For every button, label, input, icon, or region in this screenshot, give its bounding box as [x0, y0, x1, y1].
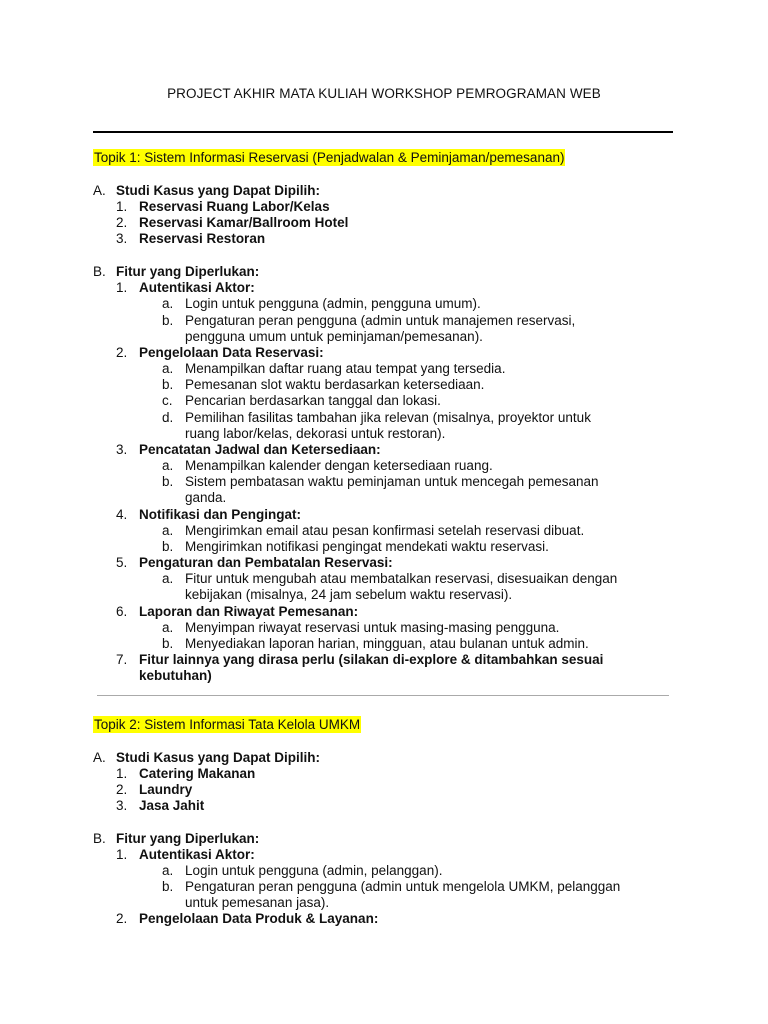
t1-f-num: 4. — [116, 507, 128, 522]
t1-f-item: Login untuk pengguna (admin, pengguna umum). — [185, 296, 481, 311]
document-title: PROJECT AKHIR MATA KULIAH WORKSHOP PEMROGRAMAN WEB — [167, 86, 601, 101]
t1-f-num: a. — [162, 620, 174, 635]
t1-f-item: Menyimpan riwayat reservasi untuk masing-masing pengguna. — [185, 620, 560, 635]
t2-f-num: b. — [162, 879, 174, 894]
t1-f-item: Fitur lainnya yang dirasa perlu (silakan di-explore & ditambahkan sesuai — [139, 652, 604, 667]
t1-f-num: b. — [162, 636, 174, 651]
t1-f-item: Autentikasi Aktor: — [139, 280, 255, 295]
t1-f-num: b. — [162, 474, 174, 489]
topic2-heading-text: Topik 2: Sistem Informasi Tata Kelola UMKM — [94, 717, 361, 732]
t2-f-num: 2. — [116, 911, 128, 926]
t1-f-num: b. — [162, 539, 174, 554]
topic2-case-3-num: 3. — [116, 798, 128, 813]
t2-f-item: Pengaturan peran pengguna (admin untuk mengelola UMKM, pelanggan — [185, 879, 621, 894]
t1-f-num: 1. — [116, 280, 128, 295]
t1-f-item: Menampilkan daftar ruang atau tempat yang tersedia. — [185, 361, 506, 376]
topic1-b-label: B. — [93, 264, 106, 279]
topic1-case-1-num: 1. — [116, 199, 128, 214]
topic2-case-1-num: 1. — [116, 766, 128, 781]
t1-f-num: d. — [162, 410, 174, 425]
t1-f-item: Pemilihan fasilitas tambahan jika relevan (misalnya, proyektor untuk — [185, 410, 591, 425]
topic1-a-label: A. — [93, 183, 106, 198]
topic1-heading-text: Topik 1: Sistem Informasi Reservasi (Penjadwalan & Peminjaman/pemesanan) — [94, 150, 565, 165]
topic2-case-2-num: 2. — [116, 782, 128, 797]
t1-f-num: 3. — [116, 442, 128, 457]
t1-f-item: Pemesanan slot waktu berdasarkan ketersediaan. — [185, 377, 485, 392]
t2-f-item: Autentikasi Aktor: — [139, 847, 255, 862]
t2-f-num: a. — [162, 863, 174, 878]
topic2-case-3: Jasa Jahit — [139, 798, 205, 813]
topic1-heading — [93, 150, 565, 166]
t1-f-item: Sistem pembatasan waktu peminjaman untuk mencegah pemesanan — [185, 474, 599, 489]
topic2-a-label: A. — [93, 750, 106, 765]
topic1-case-2: Reservasi Kamar/Ballroom Hotel — [139, 215, 349, 230]
t1-f-item: Laporan dan Riwayat Pemesanan: — [139, 604, 359, 619]
t1-f-num: b. — [162, 377, 174, 392]
t1-f-num: 5. — [116, 555, 128, 570]
topic2-case-1: Catering Makanan — [139, 766, 256, 781]
t2-f-item: Login untuk pengguna (admin, pelanggan). — [185, 863, 443, 878]
t1-f-num: a. — [162, 296, 174, 311]
t1-f-item: pengguna umum untuk peminjaman/pemesanan). — [185, 329, 483, 344]
t2-f-item: Pengelolaan Data Produk & Layanan: — [139, 911, 379, 926]
t1-f-item: Pengaturan dan Pembatalan Reservasi: — [139, 555, 393, 570]
topic1-case-1: Reservasi Ruang Labor/Kelas — [139, 199, 330, 214]
t1-f-num: c. — [162, 393, 173, 408]
topic2-b-label: B. — [93, 831, 106, 846]
t1-f-num: a. — [162, 571, 174, 586]
t1-f-num: a. — [162, 361, 174, 376]
topic2-heading — [93, 717, 361, 733]
t1-f-num: a. — [162, 458, 174, 473]
t1-f-num: a. — [162, 523, 174, 538]
t1-f-item: Fitur untuk mengubah atau membatalkan reservasi, disesuaikan dengan — [185, 571, 618, 586]
t1-f-item: Mengirimkan email atau pesan konfirmasi setelah reservasi dibuat. — [185, 523, 585, 538]
topic1-case-3: Reservasi Restoran — [139, 231, 266, 246]
topic1-case-2-num: 2. — [116, 215, 128, 230]
topic2-a-title: Studi Kasus yang Dapat Dipilih: — [116, 750, 321, 765]
t1-f-item: Pencatatan Jadwal dan Ketersediaan: — [139, 442, 381, 457]
t1-f-num: 2. — [116, 345, 128, 360]
t2-f-num: 1. — [116, 847, 128, 862]
t1-f-item: Mengirimkan notifikasi pengingat mendekati waktu reservasi. — [185, 539, 549, 554]
t1-f-num: b. — [162, 313, 174, 328]
t1-f-item: Notifikasi dan Pengingat: — [139, 507, 302, 522]
t1-f-item: Menyediakan laporan harian, mingguan, atau bulanan untuk admin. — [185, 636, 589, 651]
topic1-a-title: Studi Kasus yang Dapat Dipilih: — [116, 183, 321, 198]
section-divider — [97, 695, 669, 696]
t1-f-num: 7. — [116, 652, 128, 667]
t1-f-item: Pencarian berdasarkan tanggal dan lokasi. — [185, 393, 441, 408]
t1-f-item: Pengaturan peran pengguna (admin untuk manajemen reservasi, — [185, 313, 576, 328]
topic1-case-3-num: 3. — [116, 231, 128, 246]
t1-f-item: kebutuhan) — [139, 668, 212, 683]
t1-f-item: Menampilkan kalender dengan ketersediaan ruang. — [185, 458, 493, 473]
t1-f-item: ganda. — [185, 490, 227, 505]
topic1-b-title: Fitur yang Diperlukan: — [116, 264, 260, 279]
t2-f-item: untuk pemesanan jasa). — [185, 895, 330, 910]
t1-f-num: 6. — [116, 604, 128, 619]
topic2-case-2: Laundry — [139, 782, 193, 797]
topic2-b-title: Fitur yang Diperlukan: — [116, 831, 260, 846]
title-divider — [93, 131, 673, 133]
t1-f-item: Pengelolaan Data Reservasi: — [139, 345, 324, 360]
t1-f-item: kebijakan (misalnya, 24 jam sebelum waktu reservasi). — [185, 587, 513, 602]
t1-f-item: ruang labor/kelas, dekorasi untuk restoran). — [185, 426, 446, 441]
